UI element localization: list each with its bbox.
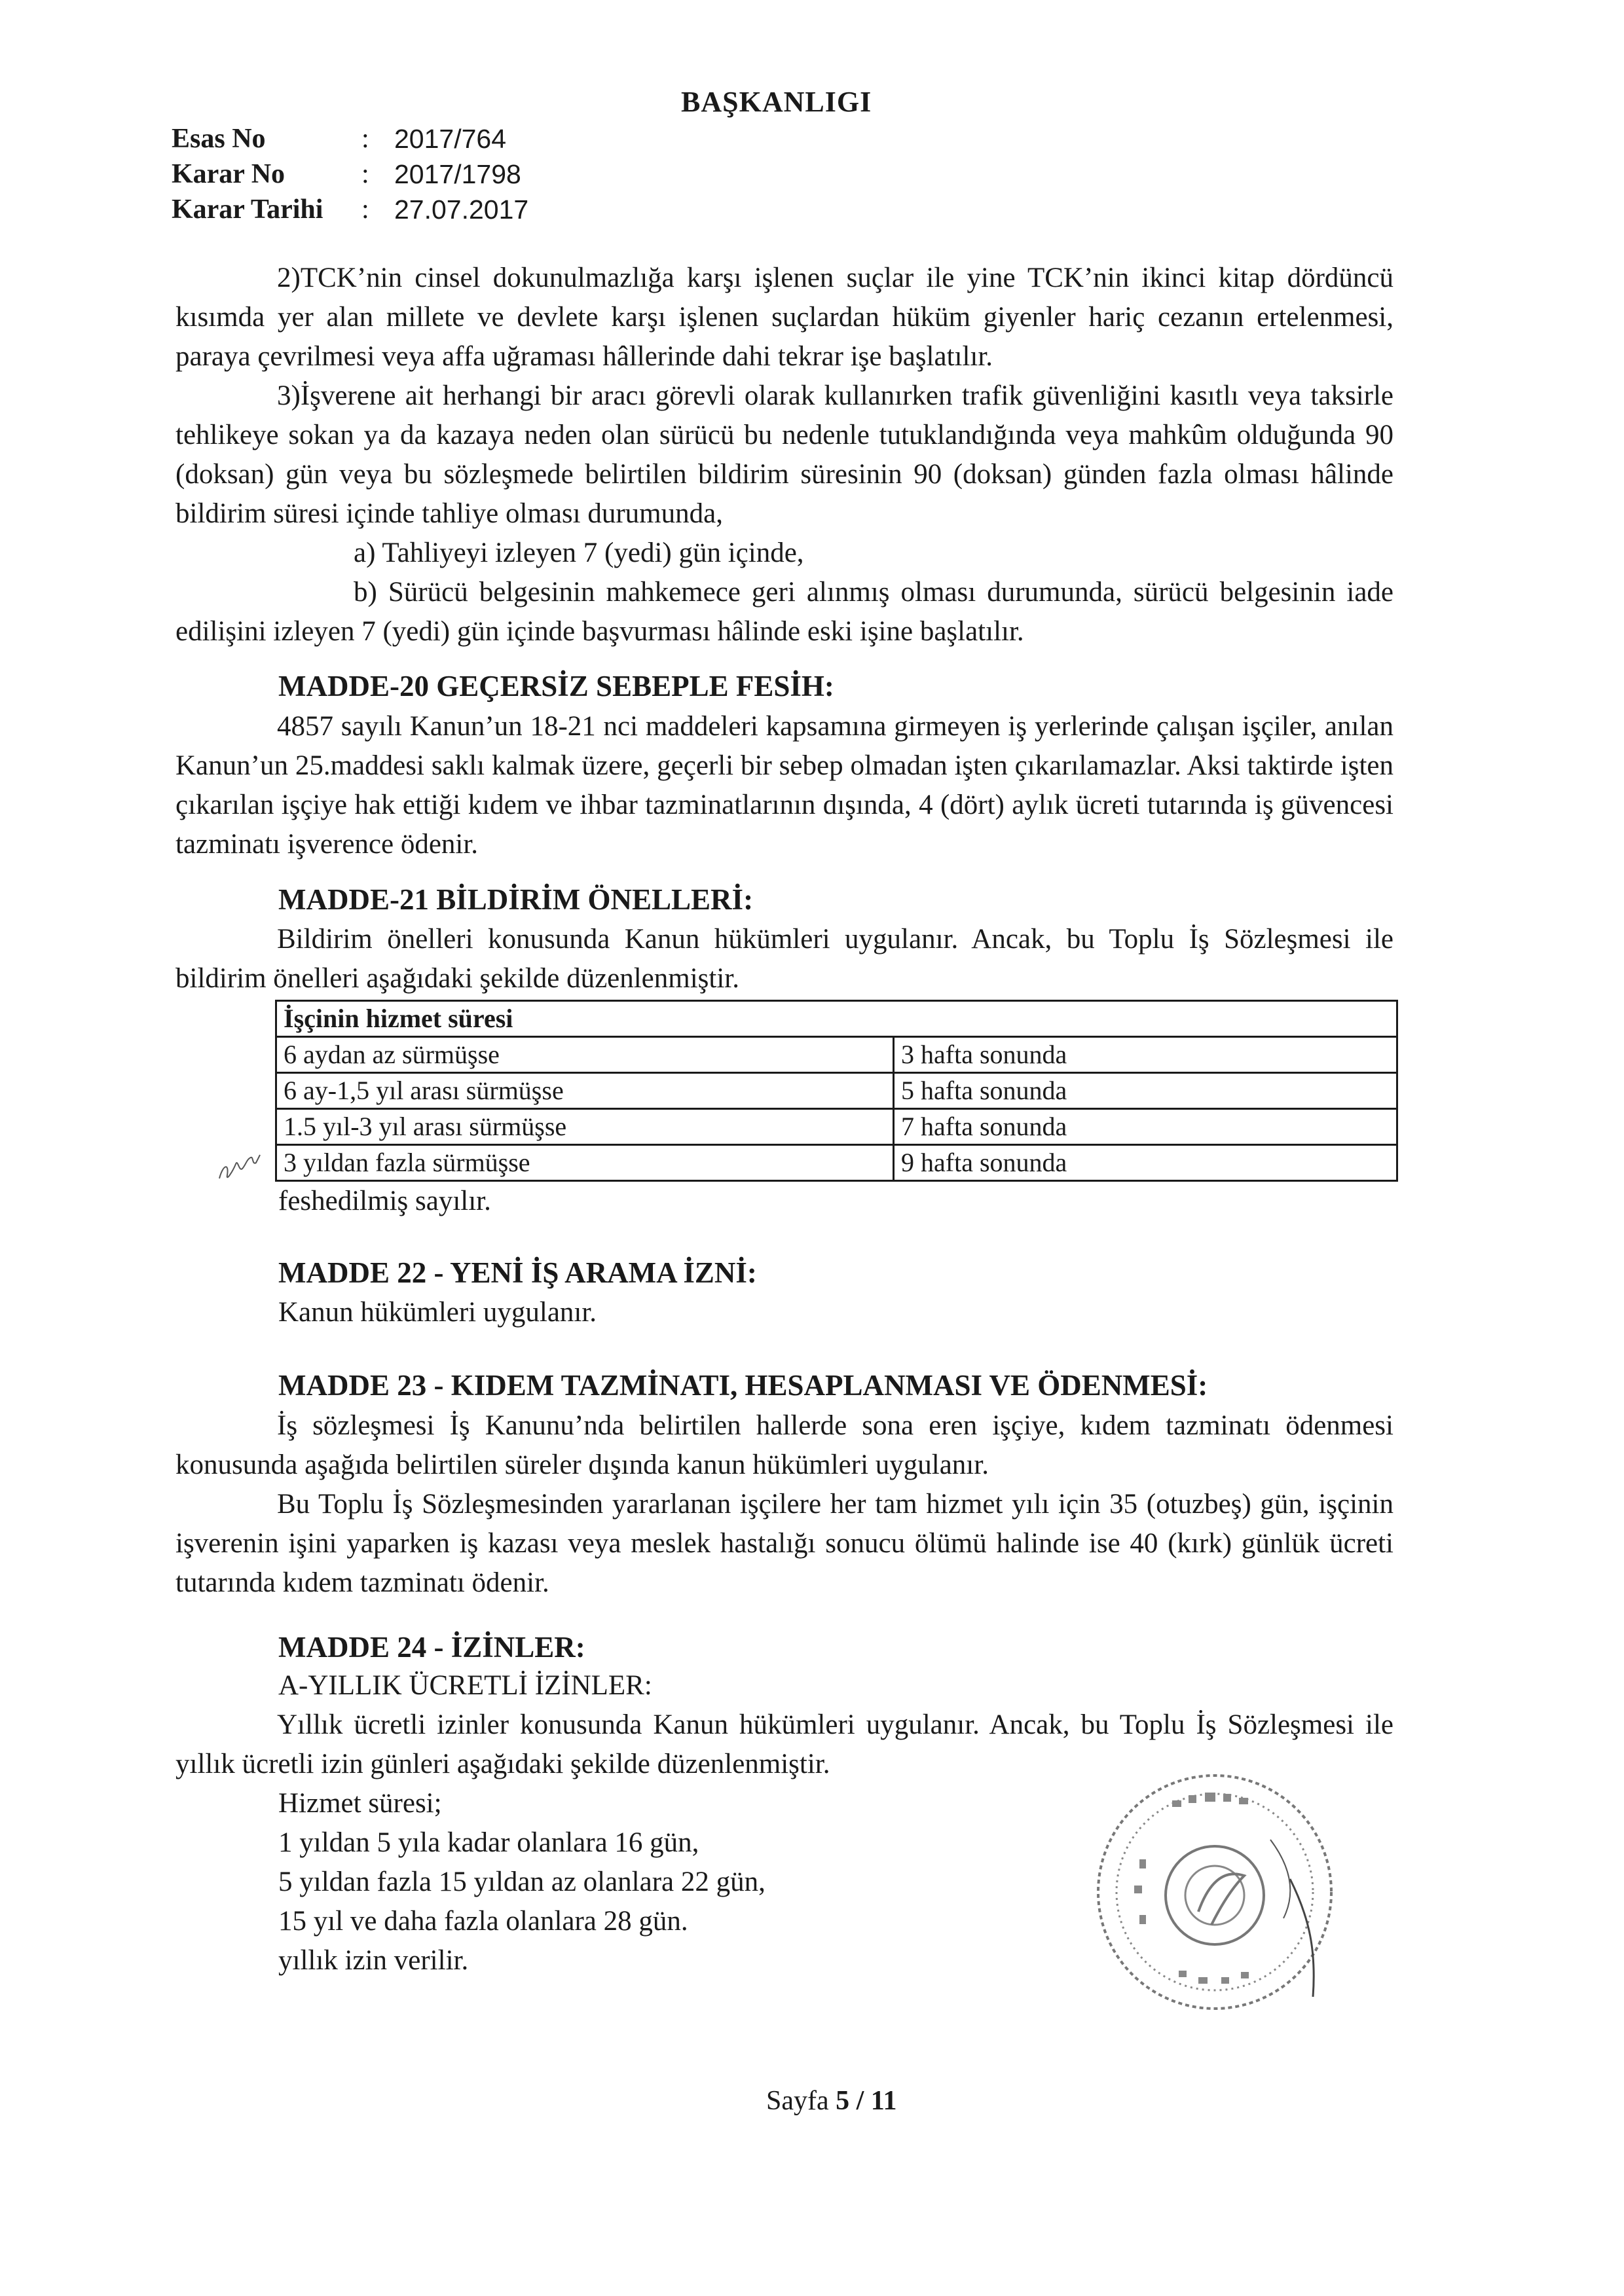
table-cell-duration: 6 ay-1,5 yıl arası sürmüşse: [276, 1073, 894, 1109]
meta-colon: :: [361, 194, 369, 225]
table-row: [276, 1145, 1397, 1181]
paragraph-3b: b) Sürücü belgesinin mahkemece geri alınmış olması durumunda, sürücü belgesinin iade edilişini izleyen 7 (yedi) gün içinde başvurması hâlinde eski işine başlatılır.: [175, 577, 1393, 647]
case-meta: [172, 121, 528, 227]
article-20-heading: MADDE-20 GEÇERSİZ SEBEPLE FESİH:: [278, 670, 834, 702]
meta-row-karar: [172, 156, 528, 192]
article-22-heading: MADDE 22 - YENİ İŞ ARAMA İZNİ:: [278, 1256, 757, 1289]
notice-period-table: [275, 1000, 1398, 1182]
article-21-after-table: feshedilmiş sayılır.: [278, 1186, 491, 1216]
paragraph-2: 2)TCK’nin cinsel dokunulmazlığa karşı işlenen suçlar ile yine TCK’nin ikinci kitap dördüncü kısımda yer alan millete ve devlete karşı işlenen suçlardan hüküm giyenler hariç cezanın ertelenmesi, paraya çevrilmesi veya affa uğraması hâllerinde dahi tekrar işe başlatılır.: [175, 263, 1393, 372]
table-cell-notice: 5 hafta sonunda: [894, 1073, 1397, 1109]
paragraph-3: 3)İşverene ait herhangi bir aracı görevli olarak kullanırken trafik güvenliğini kasıtlı veya taksirle tehlikeye sokan ya da kazaya neden olan sürücü bu nedenle tutuklandığında veya mahkûm olduğunda 90 (doksan) gün veya bu sözleşmede belirtilen bildirim süresinin 90 (doksan) günden fazla olması hâlinde bildirim süresi içinde tahliye olması durumunda,: [175, 380, 1393, 529]
table-cell-notice: 7 hafta sonunda: [894, 1109, 1397, 1145]
page-label: Sayfa: [766, 2086, 829, 2116]
article-22-body: Kanun hükümleri uygulanır.: [278, 1297, 597, 1328]
table-cell-duration: 3 yıldan fazla sürmüşse: [276, 1145, 894, 1181]
leave-list-item: 5 yıldan fazla 15 yıldan az olanlara 22 gün,: [278, 1867, 766, 1897]
table-row: [276, 1073, 1397, 1109]
meta-colon: :: [361, 159, 369, 189]
table-header-cell: İşçinin hizmet süresi: [276, 1001, 1397, 1037]
leave-list-item: 15 yıl ve daha fazla olanlara 28 gün.: [278, 1906, 688, 1937]
meta-label: Karar No: [172, 159, 286, 189]
official-seal-icon: [1074, 1761, 1362, 2023]
table-row: [276, 1109, 1397, 1145]
article-24-subheading: A-YILLIK ÜCRETLİ İZİNLER:: [278, 1670, 652, 1701]
page-number: [766, 2085, 897, 2117]
meta-row-esas: [172, 121, 528, 156]
page-count: 5 / 11: [836, 2086, 897, 2116]
table-row: [276, 1037, 1397, 1073]
page-title: BAŞKANLIGI: [681, 86, 872, 118]
article-20-body: 4857 sayılı Kanun’un 18-21 nci maddeleri kapsamına girmeyen iş yerlerinde çalışan işçiler, anılan Kanun’un 25.maddesi saklı kalmak üzere, geçerli bir sebep olmadan işten çıkarılamazlar. Aksi taktirde işten çıkarılan işçiye hak ettiği kıdem ve ihbar tazminatlarının dışında, 4 (dört) aylık ücreti tutarında iş güvencesi tazminatı işverence ödenir.: [175, 711, 1393, 860]
leave-list-item: Hizmet süresi;: [278, 1788, 442, 1819]
meta-value: 2017/1798: [394, 159, 521, 189]
meta-label: Esas No: [172, 124, 266, 154]
leave-list-item: 1 yıldan 5 yıla kadar olanlara 16 gün,: [278, 1827, 699, 1858]
paragraph-3a: a) Tahliyeyi izleyen 7 (yedi) gün içinde,: [354, 538, 804, 568]
article-24-body: Yıllık ücretli izinler konusunda Kanun hükümleri uygulanır. Ancak, bu Toplu İş Sözleşmesi ile yıllık ücretli izin günleri aşağıdaki şekilde düzenlenmiştir.: [175, 1709, 1393, 1779]
meta-value: 27.07.2017: [394, 194, 529, 225]
meta-row-tarih: [172, 192, 528, 227]
article-23-p1: İş sözleşmesi İş Kanunu’nda belirtilen hallerde sona eren işçiye, kıdem tazminatı ödenmesi konusunda aşağıda belirtilen süreler dışında kanun hükümleri uygulanır.: [175, 1410, 1393, 1480]
article-24-heading: MADDE 24 - İZİNLER:: [278, 1631, 585, 1664]
meta-label: Karar Tarihi: [172, 194, 323, 225]
table-cell-notice: 3 hafta sonunda: [894, 1037, 1397, 1073]
leave-list-item: yıllık izin verilir.: [278, 1945, 469, 1976]
table-cell-notice: 9 hafta sonunda: [894, 1145, 1397, 1181]
article-23-p2: Bu Toplu İş Sözleşmesinden yararlanan işçilere her tam hizmet yılı için 35 (otuzbeş) gün, işçinin işverenin işini yaparken iş kazası veya meslek hastalığı sonucu ölümü halinde ise 40 (kırk) günlük ücreti tutarında kıdem tazminatı ödenir.: [175, 1489, 1393, 1598]
article-23-heading: MADDE 23 - KIDEM TAZMİNATI, HESAPLANMASI VE ÖDENMESİ:: [278, 1369, 1208, 1402]
article-21-body: Bildirim önelleri konusunda Kanun hükümleri uygulanır. Ancak, bu Toplu İş Sözleşmesi ile bildirim önelleri aşağıdaki şekilde düzenlenmiştir.: [175, 924, 1393, 994]
table-cell-duration: 6 aydan az sürmüşse: [276, 1037, 894, 1073]
table-cell-duration: 1.5 yıl-3 yıl arası sürmüşse: [276, 1109, 894, 1145]
article-21-heading: MADDE-21 BİLDİRİM ÖNELLERİ:: [278, 883, 754, 916]
handwritten-initials-icon: [213, 1139, 265, 1192]
table-header-row: [276, 1001, 1397, 1037]
meta-colon: :: [361, 124, 369, 154]
meta-value: 2017/764: [394, 124, 507, 154]
